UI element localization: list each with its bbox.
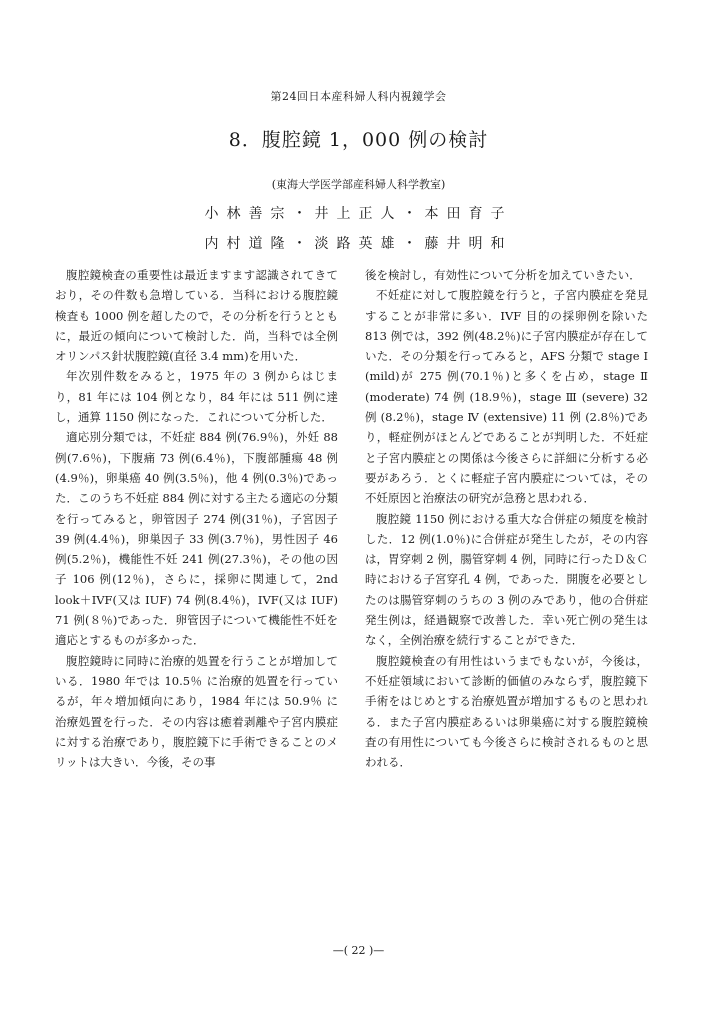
conference-header: 第24回日本産科婦人科内視鏡学会 (270, 90, 447, 103)
paragraph: 腹腔鏡時に同時に治療的処置を行うことが増加している．1980 年では 10.5％ に治療的処置を行っているが，年々増加傾向にあり，1984 年には 50.9％ に治療処置を行った．その内容は癒着剥離や子宮内膜症に対する治療であり，腹腔鏡下に手術できることのメリットは大きい．今後，その事 (55, 653, 338, 770)
paragraph: 不妊症に対して腹腔鏡を行うと，子宮内膜症を発見することが非常に多い．IVF 目的の採卵例を除いた 813 例では，392 例(48.2％)に子宮内膜症が存在していた．その分類を行ってみると，AFS 分類で stage Ⅰ (mild)が 275 例(70.1％)と多くを占め，stage Ⅱ (moderate) 74 例 (18.9％)，stage Ⅲ (severe) 32 例 (8.2％)，stage Ⅳ (extensive) 11 例 (2.8％)であり，軽症例がほとんどであることが判明した．不妊症と子宮内膜症との関係は今後さらに詳細に分析する必要があろう．とくに軽症子宮内膜症については，その不妊原因と治療法の研究が急務と思われる． (365, 288, 648, 506)
paragraph: 腹腔鏡検査の重要性は最近ますます認識されてきており，その件数も急増している．当科における腹腔鏡検査も 1000 例を超したので，その分析を行うとともに，最近の傾向について検討した．尚，当科では全例オリンパス針状腹腔鏡(直径 3.4 mm)を用いた． (55, 268, 338, 364)
paragraph: 腹腔鏡検査の有用性はいうまでもないが，今後は，不妊症領域において診断的価値のみならず，腹腔鏡下手術をはじめとする治療処置が増加するものと思われる．また子宮内膜症あるいは卵巣癌に対する腹腔鏡検査の有用性についても今後さらに検討されるものと思われる． (365, 653, 648, 770)
body-column-left (55, 265, 338, 772)
paragraph: 後を検討し，有効性について分析を加えていきたい． (365, 268, 641, 282)
paragraph: 年次別件数をみると，1975 年の 3 例からはじまり，81 年には 104 例となり，84 年には 511 例に達し，通算 1150 例になった．これについて分析した． (55, 369, 338, 425)
page-number: —( 22 )— (332, 944, 385, 957)
paragraph: 腹腔鏡 1150 例における重大な合併症の頻度を検討した．12 例(1.0％)に合併症が発生したが，その内容は，胃穿刺 2 例，腸管穿刺 4 例，同時に行ったＤ＆Ｃ時における子宮穿孔 4 例，であった．開腹を必要としたのは腸管穿刺のうちの 3 例のみであり，他の合併症発生例は，経過観察で改善した．幸い死亡例の発生はなく，全例治療を続行することができた． (365, 511, 648, 648)
affiliation: (東海大学医学部産科婦人科学教室) (271, 178, 446, 191)
body-column-right (365, 265, 648, 772)
paper-title: 8．腹腔鏡 1，000 例の検討 (228, 129, 489, 151)
paragraph: 適応別分類では，不妊症 884 例(76.9％)，外妊 88 例(7.6％)，下腹痛 73 例(6.4％)，下腹部腫瘍 48 例(4.9％)，卵巣癌 40 例(3.5％)，他 4 例(0.3％)であった．このうち不妊症 884 例に対する主たる適応の分類を行ってみると，卵管因子 274 例(31％)，子宮因子 39 例(4.4％)，卵巣因子 33 例(3.7％)，男性因子 46 例(5.2％)，機能性不妊 241 例(27.3％)，その他の因子 106 例(12％)，さらに，採卵に関連して，2nd look＋IVF(又は IUF) 74 例(8.4％)，IVF(又は IUF) 71 例(８％)であった．卵管因子について機能性不妊を適応とするものが多かった． (55, 430, 338, 648)
author-line-1: 小林善宗・井上正人・本田育子 (204, 206, 513, 222)
author-line-2: 内村道隆・淡路英雄・藤井明和 (204, 236, 513, 252)
